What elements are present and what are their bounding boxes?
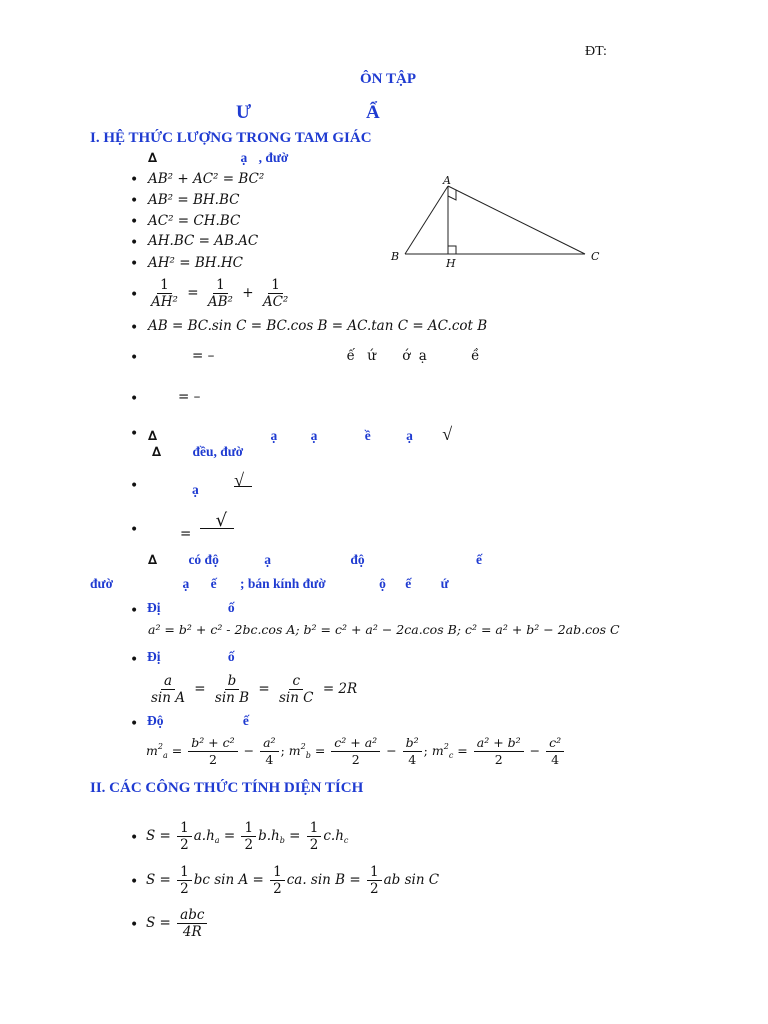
formula-trig-ratios: AB = BC.sin C = BC.cos B = AC.tan C = AC.cot B (148, 318, 488, 334)
vertex-label-c: C (591, 250, 600, 263)
phone-label: ĐT: (585, 44, 607, 59)
bullet-icon: • (130, 172, 139, 188)
formula-fragment-row: = √ (180, 510, 228, 542)
fraction-bar (234, 486, 252, 487)
subheading-fragment: ạ (240, 150, 248, 165)
right-angle-mark-h (448, 246, 456, 254)
bullet-icon: • (130, 917, 139, 933)
right-triangle-figure (385, 172, 605, 272)
area-formula-circumradius: S = $\frac{\text{abc}}{4R}$ (146, 907, 209, 940)
general-triangle-line1: ∆ có độ ạ độ ế (148, 552, 482, 568)
median-formulas: $m^2_a$ = $\frac{\text{b² + c²}}{2}$ − $\frac{\text{a²}}{4}$ ; $m^2_b$ = $\frac{\text{c² + a²}}{2}$ − $\frac{\text{b²}}{4}$ ; $m^2_c$ = $\frac{\text{a² + b²}}{2}$ − $\frac{\text{c²}}{4}$ (146, 735, 566, 768)
law-of-cosines: a² = b² + c² - 2bc.cos A; b² = c² + a² − 2ca.cos B; c² = a² + b² − 2ab.cos C (148, 622, 620, 637)
triangle-edge (448, 186, 585, 254)
fraction-bar (200, 528, 234, 529)
formula-ab-squared: AB² = BH.BC (148, 192, 240, 208)
subheading-equilateral: ∆ đều, đườ (152, 444, 244, 460)
section-heading-2: II. CÁC CÔNG THỨC TÍNH DIỆN TÍCH (90, 780, 364, 796)
subheading-fragment: , đườ (258, 150, 289, 165)
area-formula-sine: S = $\frac{1}{2}$ bc sin A = $\frac{1}{2}$ ca. sin B = $\frac{1}{2}$ ab sin C (146, 864, 440, 897)
area-formula-heights: S = $\frac{1}{2}$ $a.h_a$ = $\frac{1}{2}$ $b.h_b$ = $\frac{1}{2}$ $c.h_c$ (146, 820, 349, 853)
formula-pythagoras: AB² + AC² = BC² (148, 171, 265, 187)
bullet-icon: • (130, 716, 139, 732)
formula-fragment-row: = – (178, 389, 201, 405)
vertex-label-h: H (446, 257, 456, 270)
vertex-label-a: A (443, 174, 451, 187)
formula-ac-squared: AC² = CH.BC (148, 213, 241, 229)
bullet-icon: • (130, 391, 139, 407)
bullet-icon: • (130, 235, 139, 251)
bullet-icon: • (130, 256, 139, 272)
formula-inverse-squares: $\frac{1}{\text{AH²}}$ = $\frac{1}{\text{AB²}}$ + $\frac{1}{\text{AC²}}$ (151, 277, 289, 310)
formula-fragment-row: ∆ ạ ạ ề ạ √ (148, 424, 453, 444)
bullet-icon: • (130, 830, 139, 846)
formula-fragment-row: = – ế ứ ớ ạ ề (192, 348, 480, 364)
right-angle-mark-a (448, 190, 456, 200)
bullet-icon: • (130, 320, 139, 336)
vertex-label-b: B (391, 250, 400, 263)
bullet-icon: • (130, 193, 139, 209)
law-of-sines: $\frac{a}{\text{sin A}}$ = $\frac{b}{\text{sin B}}$ = $\frac{c}{\text{sin C}}$ = 2R (151, 673, 358, 706)
formula-fragment-row: ạ √ (192, 470, 245, 497)
bullet-icon: • (130, 350, 139, 366)
subheading-right-triangle (148, 150, 288, 166)
section-heading-1: I. HỆ THỨC LƯỢNG TRONG TAM GIÁC (90, 130, 372, 146)
triangle-edge (405, 186, 448, 254)
law-of-cosines-label: Đị ố (147, 600, 235, 615)
bullet-icon: • (130, 874, 139, 890)
median-label: Độ ế (147, 713, 249, 728)
bullet-icon: • (130, 478, 139, 494)
bullet-icon: • (130, 603, 139, 619)
bullet-icon: • (130, 426, 139, 442)
bullet-icon: • (130, 522, 139, 538)
formula-ah-squared: AH² = BH.HC (148, 255, 243, 271)
bullet-icon: • (130, 287, 139, 303)
bullet-icon: • (130, 214, 139, 230)
law-of-sines-label: Đị ố (147, 649, 235, 664)
subtitle-left: Ư (236, 102, 252, 123)
general-triangle-line2: đườ ạ ế ; bán kính đườ ộ ế ứ (90, 576, 449, 591)
bullet-icon: • (130, 652, 139, 668)
formula-ah-bc: AH.BC = AB.AC (148, 233, 259, 249)
subtitle-right: Ẩ (366, 102, 380, 123)
triangle-symbol: ∆ (148, 151, 158, 166)
page-title: ÔN TẬP (360, 71, 416, 87)
